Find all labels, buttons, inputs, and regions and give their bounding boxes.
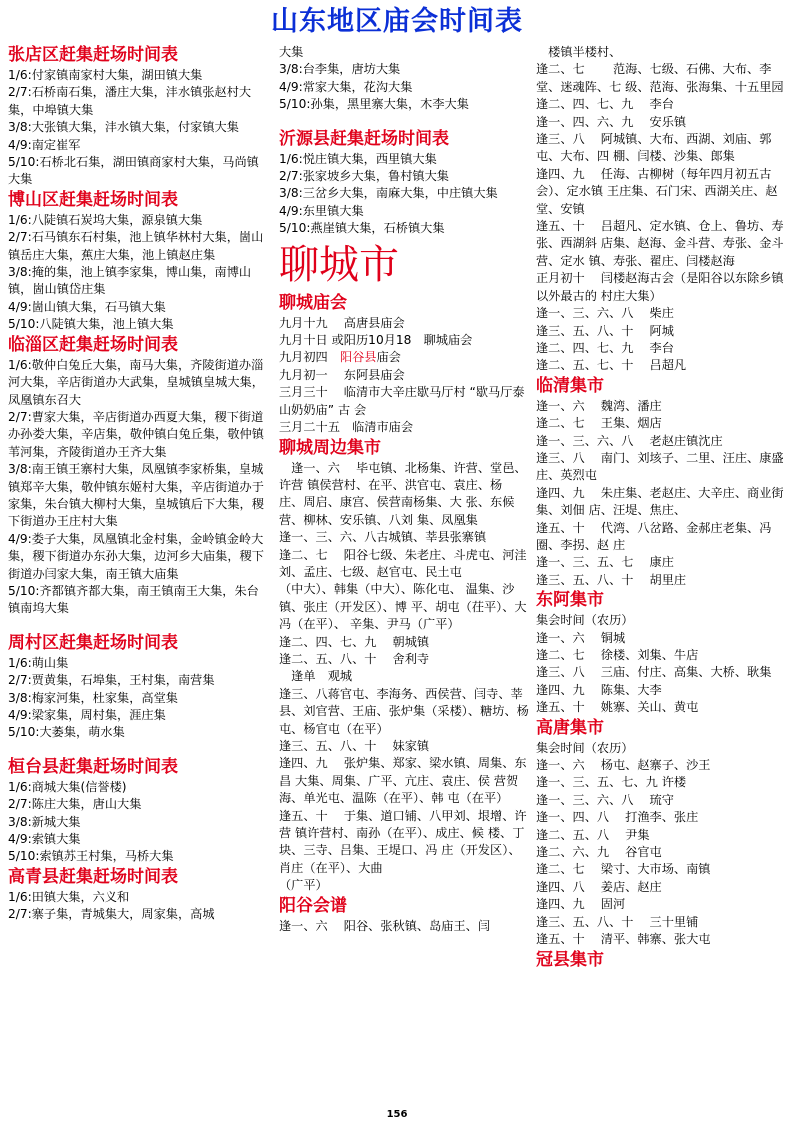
schedule-line: 1/6:付家镇南家村大集，湖田镇大集 [8,68,203,82]
schedule-line: 5/10:齐都镇齐都大集，南王镇南王大集，朱台镇南坞大集 [8,583,259,616]
schedule-line: 5/10:石桥北石集，湖田镇商家村大集，马尚镇大集 [8,155,259,187]
schedule-line: 逢二、四、七、九 李台 [536,97,674,112]
schedule-line: 逢四、九 固河 [536,897,626,912]
section-heading: 冠县集市 [536,949,604,970]
schedule-line: 逢三、八 三庙、付庄、高集、大桥、耿集 [536,665,772,680]
schedule-line: （中大）、韩集（中大）、陈化屯、 温集、沙镇、张庄（开发区）、博 平、胡屯（茌平）、大冯（在平）、 辛集、尹马（广平） [279,582,527,632]
schedule-line: 逢五、十 吕超凡、定水镇、仓上、鲁坊、寿张、西湖斜 店集、赵海、金斗营、寿张、金斗营、定水 镇、寿张、翟庄、闫楼赵海 [536,219,784,268]
section-heading: 高唐集市 [536,717,604,738]
schedule-line: 4/9:常家大集，花沟大集 [279,79,413,94]
schedule-line: 逢一、六 杨屯、赵寨子、沙王 [536,758,711,773]
schedule-line: 逢二、五、八、十 舍利寺 [279,651,430,666]
schedule-line: 逢二、四、七、九 朝城镇 [279,634,430,649]
schedule-line: 楼镇半楼村、 [536,45,622,59]
schedule-line: 逢三、八 南门、刘垓子、二里、汪庄、康盛庄、英烈屯 [536,450,784,483]
schedule-line: 3/8:三岔乡大集，南麻大集，中庄镇大集 [279,186,498,201]
schedule-line: 逢四、八 姜店、赵庄 [536,879,662,894]
page-number: 156 [386,1109,408,1120]
schedule-line: 逢三、八 阿城镇、大布、西湖、刘庙、郭屯、大布、四 棚、闫楼、沙集、郎集 [536,132,772,164]
highlight-text: 阳谷县 [339,350,377,365]
schedule-line: 逢四、九 朱庄集、老赵庄、大辛庄、商业街集、刘佃 店、汪堤、焦庄、 [536,485,784,518]
schedule-line: 逢一、六 毕屯镇、北杨集、许营、堂邑、许营 镇侯营村、在平、洪官屯、袁庄、杨 庄、周启、康宫、侯营南杨集、大 张、东候营、柳林、安乐镇、八刘 集、凤凰集 [279,460,527,527]
section-heading: 东阿集市 [536,590,604,611]
schedule-line: 1/6:萌山集 [8,655,69,670]
schedule-line: 3/8:南王镇王寨村大集，凤凰镇李家桥集，皇城镇郑辛大集，敬仲镇东姬村大集，辛店街道办于家集，朱台镇大柳村大集，皇城镇后下大集，稷下街道办王庄村大集 [8,462,264,529]
line-text: 庙会 [376,350,401,365]
schedule-line: 5/10:孙集，黑里寨大集，木李大集 [279,97,469,112]
schedule-line: 逢一、三、五、七、九 许楼 [536,775,687,790]
schedule-line: 逢二、七 徐楼、刘集、牛店 [536,648,699,662]
schedule-line: 2/7:石马镇东石村集，池上镇华林村大集，崮山镇岳庄大集，蕉庄大集，池上镇赵庄集 [8,230,264,262]
schedule-line: 逢三、五、八、十 妹家镇 [279,739,430,753]
schedule-line: 逢二、七 阳谷七级、朱老庄、斗虎屯、河洼 刘、孟庄、七级、赵官屯、民土屯 [279,547,527,579]
schedule-line: 逢一、六 魏湾、潘庄 [536,398,662,413]
column-middle [279,44,529,935]
schedule-line: 三月二十五 临清市庙会 [279,420,414,435]
schedule-line: 逢二、七 梁寸、大市场、南镇 [536,862,711,877]
schedule-line: 九月初一 东阿县庙会 [279,367,405,382]
schedule-line: 4/9:崮山镇大集，石马镇大集 [8,299,166,314]
schedule-line: 2/7:张家坡乡大集，鲁村镇大集 [279,169,449,184]
schedule-line: 3/8:新城大集 [8,814,81,829]
column-right [536,44,788,972]
schedule-line: 逢四、九 陈集、大李 [536,682,662,697]
schedule-line: 1/6:八陡镇石炭坞大集，源泉镇大集 [8,212,203,227]
schedule-line: 3/8:掩的集，池上镇李家集，博山集，南博山镇，崮山镇岱庄集 [8,265,252,297]
schedule-line: 逢四、九 任海、古柳树（每年四月初五古会）、定水镇 王庄集、石门宋、西湖关庄、赵堂、安镇 [536,166,778,216]
section-heading: 临清集市 [536,375,604,396]
schedule-line: 4/9:南定崔军 [8,137,81,152]
schedule-line: 九月十日 或阳历10月18 聊城庙会 [279,333,473,348]
section-heading: 阳谷会谱 [279,895,347,916]
spacer [279,114,529,128]
schedule-line: 逢五、十 代湾、八岔路、金郝庄老集、冯圈、李拐、赵 庄 [536,520,772,552]
schedule-line: 逢一、六 阳谷、张秋镇、岛庙王、闫 [279,918,491,933]
schedule-line: （广平） [279,878,328,893]
section-heading: 张店区赶集赶场时间表 [8,45,178,65]
schedule-line: 2/7:石桥南石集，潘庄大集，沣水镇张赵村大集，中埠镇大集 [8,85,252,117]
schedule-line: 正月初十 闫楼赵海古会（是阳谷以东除乡镇以外最古的 村庄大集） [536,271,784,303]
schedule-line: 三月三十 临清市大辛庄歇马厅村 “歇马厅泰山奶奶庙” 古 会 [279,385,525,417]
schedule-line [279,349,529,366]
schedule-line: 1/6:悦庄镇大集，西里镇大集 [279,151,437,166]
section-heading: 周村区赶集赶场时间表 [8,632,178,653]
schedule-line: 2/7:贾黄集，石埠集，王村集，南营集 [8,673,215,688]
spacer [8,742,270,756]
section-heading: 聊城周边集市 [279,437,381,458]
schedule-line: 逢五、十 清平、韩寨、张大屯 [536,932,711,947]
schedule-line: 逢二、六、九 谷官屯 [536,845,662,860]
schedule-line: 逢一、三、五、七 康庄 [536,555,674,570]
schedule-line: 逢单 观城 [279,669,353,684]
schedule-line: 集会时间（农历） [536,740,634,755]
schedule-line: 逢五、十 姚寨、关山、黄屯 [536,700,699,715]
schedule-line: 逢一、六 铜城 [536,630,626,645]
section-heading: 桓台县赶集赶场时间表 [8,756,178,777]
schedule-line: 2/7:寨子集，青城集大，周家集，高城 [8,907,215,922]
schedule-line: 逢二、七 范海、七级、石佛、大布、李堂、迷魂阵、七 级、范海、张海集、十五里园 [536,62,784,94]
schedule-line: 逢二、四、七、九 李台 [536,340,674,355]
schedule-line: 逢三、五、八、十 阿城 [536,323,674,338]
schedule-line: 逢一、四、八 打渔李、张庄 [536,810,699,825]
schedule-line: 逢一、三、六、八 柴庄 [536,306,674,321]
schedule-line: 3/8:梅家河集，杜家集，高堂集 [8,690,178,705]
schedule-line: 3/8:台李集，唐坊大集 [279,62,401,77]
schedule-line: 5/10:索镇苏王村集，马桥大集 [8,849,174,864]
schedule-line: 逢一、三、六、八 老赵庄镇沈庄 [536,433,723,448]
section-heading: 聊城庙会 [279,292,347,313]
schedule-line: 5/10:燕崖镇大集，石桥镇大集 [279,221,445,236]
schedule-line: 逢二、五、七、十 吕超凡 [536,358,687,373]
section-heading: 高青县赶集赶场时间表 [8,866,178,887]
schedule-line: 1/6:田镇大集，六义和 [8,889,130,904]
schedule-line: 集会时间（农历） [536,613,634,628]
column-left [8,44,270,924]
schedule-line: 逢五、十 于集、道口铺、八甲刘、垠增、许营 镇许营村、南孙（在平）、成庄、候 楼、丁块、三寺、吕集、王堤口、冯 庄（开发区）、肖庄（在平）、大曲 [279,808,527,875]
schedule-line: 逢三、八蒋官屯、李海务、西侯营、闫寺、莘 县、刘官营、王庙、张炉集（采楼）、糖坊、杨屯、杨官屯（在平） [279,686,529,736]
schedule-line: 逢四、九 张炉集、郑家、梁水镇、周集、东昌 大集、周集、广平、亢庄、袁庄、侯 营贺海、单光屯、温陈（在平）、韩 屯（在平） [279,756,527,806]
schedule-line: 1/6:商城大集(信誉楼) [8,779,127,794]
page-title: 山东地区庙会时间表 [271,6,523,37]
schedule-line: 九月十九 高唐县庙会 [279,315,405,330]
section-heading: 临淄区赶集赶场时间表 [8,334,178,355]
city-heading: 聊城市 [279,241,399,288]
schedule-line: 逢二、五、八 尹集 [536,827,650,842]
schedule-line: 逢三、五、八、十 三十里铺 [536,914,699,929]
schedule-line: 逢一、三、六、八古城镇、莘县张寨镇 [279,530,487,545]
schedule-line: 大集 [279,45,304,59]
schedule-line: 5/10:大萎集，萌水集 [8,725,125,740]
schedule-line: 逢一、三、六、八 琉守 [536,792,674,807]
schedule-line: 2/7:曹家大集，辛店街道办西夏大集，稷下街道办孙娄大集，辛店集，敬仲镇白兔丘集，敬仲镇苇河集，齐陵街道办王齐大集 [8,409,264,459]
schedule-line: 逢一、四、六、九 安乐镇 [536,114,687,129]
schedule-line: 2/7:陈庄大集，唐山大集 [8,797,142,812]
line-text: 九月初四 [279,350,340,365]
schedule-line: 逢三、五、八、十 胡里庄 [536,572,687,587]
spacer [8,618,270,632]
schedule-line: 3/8:大张镇大集，沣水镇大集，付家镇大集 [8,120,239,135]
section-heading: 博山区赶集赶场时间表 [8,189,178,210]
section-heading: 沂源县赶集赶场时间表 [279,128,449,149]
schedule-line: 1/6:敬仲白兔丘大集，南马大集，齐陵街道办淄河大集，辛店街道办大武集，皇城镇皇城大集，凤凰镇东召大 [8,357,264,407]
schedule-line: 4/9:索镇大集 [8,832,81,847]
schedule-line: 5/10:八陡镇大集，池上镇大集 [8,317,174,332]
schedule-line: 4/9:梁家集，周村集，涯庄集 [8,708,166,722]
schedule-line: 逢二、七 王集、烟店 [536,416,662,431]
schedule-line: 4/9:娄子大集，凤凰镇北金村集，金岭镇金岭大集，稷下街道办东孙大集，边河乡大庙集，稷下街道办闫家大集，南王镇大庙集 [8,531,264,581]
schedule-line: 4/9:东里镇大集 [279,203,364,218]
